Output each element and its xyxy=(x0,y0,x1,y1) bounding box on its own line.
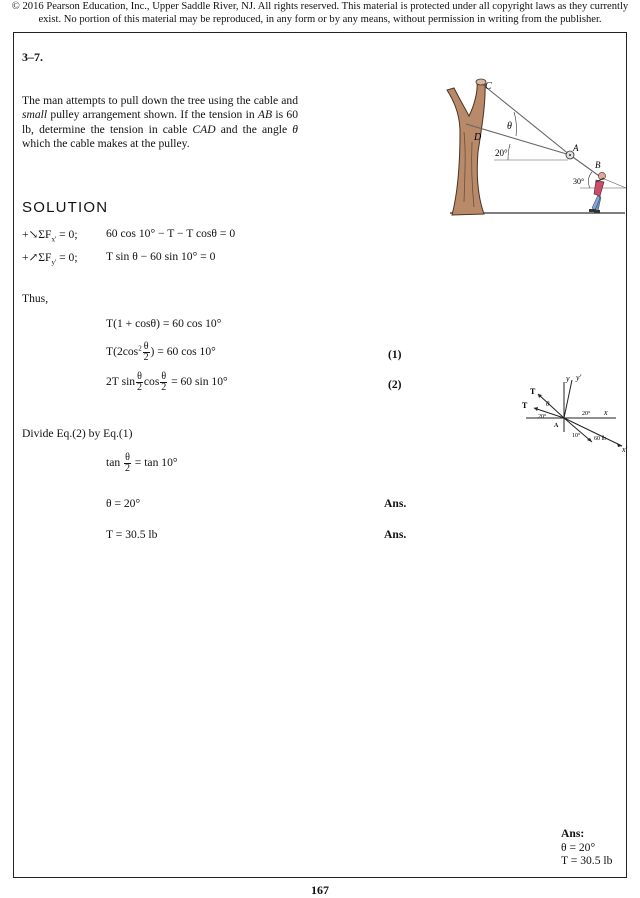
copyright-line-2: exist. No portion of this material may be reproduced, in any form or by any means, without permission in writing from the publisher. xyxy=(38,14,602,25)
eq1-rhs: 60 cos 10° − T − T cosθ = 0 xyxy=(106,227,236,240)
problem-number: 3–7. xyxy=(22,50,43,64)
problem-text-9: which the cable makes at the pulley. xyxy=(22,137,190,151)
problem-text-3: pulley arrangement shown. If the tension in xyxy=(47,108,258,122)
fbd-label-20b: 20° xyxy=(582,411,591,417)
label-b: B xyxy=(595,160,601,170)
eq5-frac-1 xyxy=(136,372,143,393)
ans-label-2: Ans. xyxy=(384,528,407,541)
fbd-label-20a: 20° xyxy=(538,414,547,420)
copyright-notice xyxy=(0,0,640,26)
eq2-sum: +↗ΣF xyxy=(22,251,52,264)
eq5-b: cos xyxy=(143,375,160,389)
eq4-frac xyxy=(143,342,150,363)
tree-pulley-figure xyxy=(430,72,630,224)
fbd-label-a: A xyxy=(554,423,559,429)
eq5 xyxy=(106,372,228,393)
eq1-label xyxy=(22,227,78,243)
eq5-frac-2 xyxy=(160,372,167,393)
fbd-label-t2: T xyxy=(522,401,528,410)
eq5-tag: (2) xyxy=(388,378,402,391)
label-theta: θ xyxy=(507,121,512,132)
answer-box-title: Ans: xyxy=(561,827,585,840)
problem-text-1: The man attempts to pull down the tree using the cable and xyxy=(22,94,298,107)
fbd-label-10: 10° xyxy=(572,433,581,439)
label-d: D xyxy=(474,132,482,143)
label-20-deg: 20° xyxy=(495,148,508,158)
answer-box-line-2: T = 30.5 lb xyxy=(561,854,613,867)
problem-text-7: and the angle xyxy=(215,122,293,136)
frac-den: 2 xyxy=(137,382,142,393)
eq6-a: tan xyxy=(106,456,121,470)
copyright-line-1: © 2016 Pearson Education, Inc., Upper Saddle River, NJ. All rights reserved. This material is protected under all copyright laws as they currently xyxy=(11,1,629,12)
label-30-deg: 30° xyxy=(573,177,585,186)
frac-den: 2 xyxy=(124,463,130,474)
eq7: θ = 20° xyxy=(106,497,141,510)
frac-num: θ xyxy=(137,371,142,382)
fbd-label-60lb: 60 lb xyxy=(594,436,607,442)
page-number: 167 xyxy=(311,883,329,897)
cable-ca xyxy=(482,84,570,155)
eq5-a: 2T sin xyxy=(106,375,136,389)
free-body-diagram xyxy=(520,372,632,454)
label-c: C xyxy=(485,81,492,92)
eq8: T = 30.5 lb xyxy=(106,528,158,541)
frac-num: θ xyxy=(143,341,149,352)
fbd-label-y: y xyxy=(566,374,570,383)
fbd-label-xp: x' xyxy=(622,445,628,454)
fbd-label-theta: θ xyxy=(546,400,550,408)
problem-statement xyxy=(22,94,298,152)
problem-text-5: is 60 lb, determine the tension in cable xyxy=(22,108,298,136)
eq1-sum: +↘ΣF xyxy=(22,228,52,241)
problem-text-6: CAD xyxy=(192,122,216,136)
eq2-sub: y' xyxy=(51,258,57,267)
fbd-label-x: x xyxy=(604,408,608,417)
eq4-sup: 2 xyxy=(138,344,142,353)
eq4-a: T(2cos xyxy=(106,345,139,359)
eq4 xyxy=(106,342,216,363)
eq5-c: = 60 sin 10° xyxy=(168,375,228,389)
label-a: A xyxy=(573,143,579,153)
answer-box-line-1: θ = 20° xyxy=(561,840,596,854)
ans-label-1: Ans. xyxy=(384,497,407,510)
frac-num: θ xyxy=(125,452,130,463)
eq2-label xyxy=(22,250,78,266)
frac-den: 2 xyxy=(161,382,167,393)
fbd-label-yp: y' xyxy=(576,373,582,382)
thus-text: Thus, xyxy=(22,292,49,305)
frac-den: 2 xyxy=(143,352,149,363)
divide-text: Divide Eq.(2) by Eq.(1) xyxy=(22,427,133,440)
answer-box xyxy=(561,827,612,868)
eq2-rhs: T sin θ − 60 sin 10° = 0 xyxy=(106,250,216,263)
man-figure xyxy=(589,172,606,213)
eq6-frac xyxy=(124,453,131,474)
fbd-label-t1: T xyxy=(530,387,536,396)
cable-da xyxy=(466,124,570,155)
problem-text-2: small xyxy=(22,108,48,122)
problem-text-8: θ xyxy=(292,122,298,136)
frac-num: θ xyxy=(161,371,167,382)
problem-text-4: AB xyxy=(257,108,273,122)
tree-trunk xyxy=(447,82,485,215)
eq6 xyxy=(106,453,178,474)
eq4-tag: (1) xyxy=(388,348,402,361)
eq3: T(1 + cosθ) = 60 cos 10° xyxy=(106,317,222,330)
eq1-sub: x' xyxy=(51,235,57,244)
eq1-tail: = 0; xyxy=(56,228,78,241)
solution-heading: SOLUTION xyxy=(22,199,109,216)
eq4-b: ) = 60 cos 10° xyxy=(150,345,216,359)
eq6-b: = tan 10° xyxy=(131,456,178,470)
eq2-tail: = 0; xyxy=(56,251,78,264)
